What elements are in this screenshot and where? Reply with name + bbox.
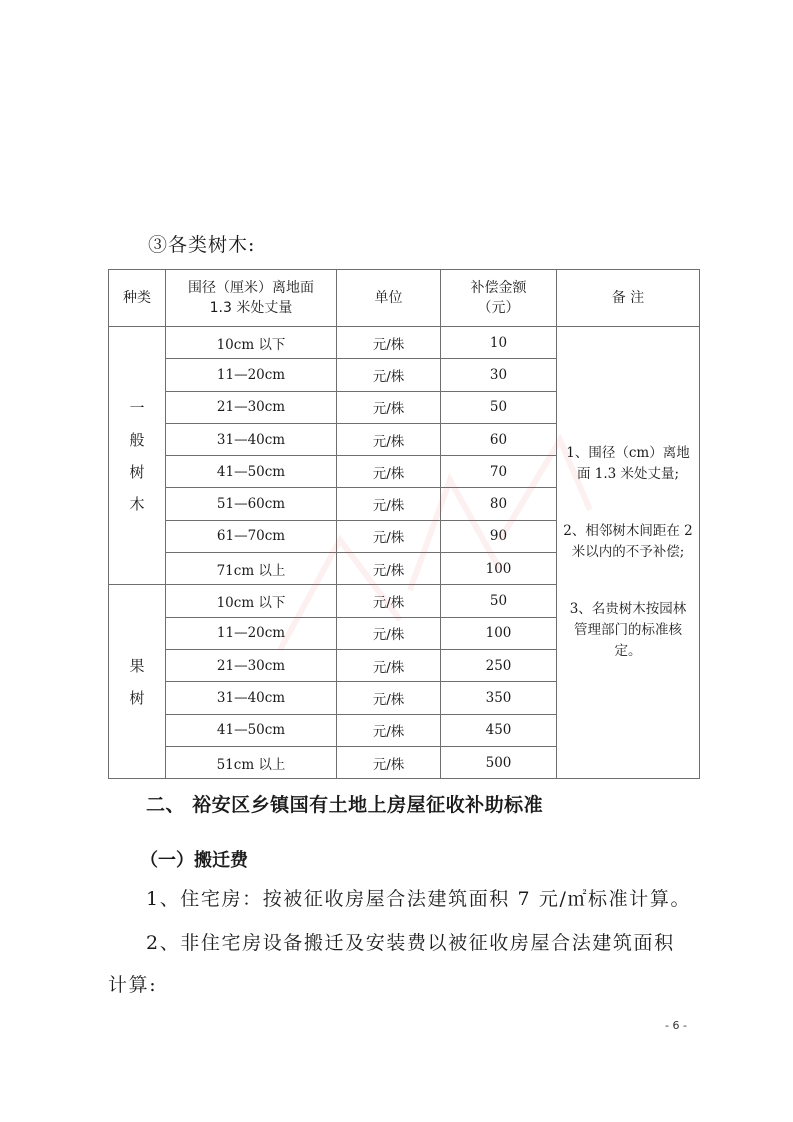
category-cell <box>109 327 166 585</box>
page-number: - 6 - <box>665 1019 687 1032</box>
header-amount <box>441 270 557 327</box>
category-char: 树 <box>129 462 145 481</box>
girth-cell: 11—20cm <box>166 617 337 649</box>
girth-cell: 41—50cm <box>166 456 337 488</box>
category-char: 一 <box>129 398 145 417</box>
amount-cell: 90 <box>441 520 557 552</box>
header-girth <box>166 270 337 327</box>
table-header-row <box>109 270 700 327</box>
amount-cell: 250 <box>441 649 557 681</box>
unit-cell: 元/株 <box>337 649 441 681</box>
unit-cell: 元/株 <box>337 488 441 520</box>
header-remarks: 备 注 <box>557 270 700 327</box>
amount-cell: 100 <box>441 553 557 585</box>
amount-cell: 80 <box>441 488 557 520</box>
girth-cell: 21—30cm <box>166 649 337 681</box>
amount-cell: 60 <box>441 423 557 455</box>
remark-line: 面 1.3 米处丈量; <box>576 466 680 483</box>
amount-cell: 50 <box>441 585 557 617</box>
amount-cell: 70 <box>441 456 557 488</box>
girth-cell: 21—30cm <box>166 391 337 423</box>
remark-item <box>557 443 699 485</box>
paragraph-1: 1、住宅房：按被征收房屋合法建筑面积 7 元/㎡标准计算。 <box>146 888 692 910</box>
amount-cell: 10 <box>441 327 557 359</box>
category-char: 木 <box>129 494 145 513</box>
girth-cell: 10cm 以下 <box>166 327 337 359</box>
girth-cell: 31—40cm <box>166 682 337 714</box>
table-row <box>109 327 700 359</box>
unit-cell: 元/株 <box>337 714 441 746</box>
girth-cell: 41—50cm <box>166 714 337 746</box>
remark-line: 米以内的不予补偿; <box>571 544 685 561</box>
girth-cell: 11—20cm <box>166 359 337 391</box>
tree-compensation-table <box>108 269 700 779</box>
girth-cell: 71cm 以上 <box>166 553 337 585</box>
girth-cell: 61—70cm <box>166 520 337 552</box>
remark-item <box>557 521 699 563</box>
unit-cell: 元/株 <box>337 456 441 488</box>
unit-cell: 元/株 <box>337 359 441 391</box>
header-girth-line1: 围径（厘米）离地面 <box>188 280 314 296</box>
section-heading-2: 二、 裕安区乡镇国有土地上房屋征收补助标准 <box>146 794 544 816</box>
unit-cell: 元/株 <box>337 423 441 455</box>
paragraph-2: 2、非住宅房设备搬迁及安装费以被征收房屋合法建筑面积 <box>146 932 675 954</box>
subsection-heading: （一）搬迁费 <box>140 850 248 871</box>
unit-cell: 元/株 <box>337 520 441 552</box>
section-title: ③各类树木: <box>148 234 256 256</box>
remarks-spacer <box>557 485 699 521</box>
unit-cell: 元/株 <box>337 617 441 649</box>
girth-cell: 51—60cm <box>166 488 337 520</box>
girth-cell: 31—40cm <box>166 423 337 455</box>
remarks-cell <box>557 327 700 779</box>
remark-item <box>557 599 699 662</box>
girth-cell: 10cm 以下 <box>166 585 337 617</box>
amount-cell: 100 <box>441 617 557 649</box>
remark-line: 1、围径（cm）离地 <box>566 445 690 462</box>
girth-cell: 51cm 以上 <box>166 746 337 778</box>
unit-cell: 元/株 <box>337 746 441 778</box>
unit-cell: 元/株 <box>337 327 441 359</box>
paragraph-3: 计算: <box>108 974 158 996</box>
remarks-spacer <box>557 563 699 599</box>
amount-cell: 500 <box>441 746 557 778</box>
amount-cell: 30 <box>441 359 557 391</box>
header-amount-line1: 补偿金额 <box>470 280 527 296</box>
unit-cell: 元/株 <box>337 391 441 423</box>
amount-cell: 450 <box>441 714 557 746</box>
unit-cell: 元/株 <box>337 585 441 617</box>
amount-cell: 350 <box>441 682 557 714</box>
remark-line: 3、名贵树木按园林 <box>569 601 687 618</box>
remark-line: 定。 <box>614 643 642 660</box>
category-char: 树 <box>129 688 145 707</box>
unit-cell: 元/株 <box>337 682 441 714</box>
remark-line: 2、相邻树木间距在 2 <box>563 523 693 540</box>
category-char: 般 <box>129 430 145 449</box>
header-amount-line2: （元） <box>477 300 520 316</box>
category-cell <box>109 585 166 779</box>
header-category: 种类 <box>109 270 166 327</box>
amount-cell: 50 <box>441 391 557 423</box>
header-girth-line2: 1.3 米处丈量 <box>209 300 293 316</box>
remark-line: 管理部门的标准核 <box>574 622 682 639</box>
unit-cell: 元/株 <box>337 553 441 585</box>
header-unit: 单位 <box>337 270 441 327</box>
category-char: 果 <box>129 656 145 675</box>
